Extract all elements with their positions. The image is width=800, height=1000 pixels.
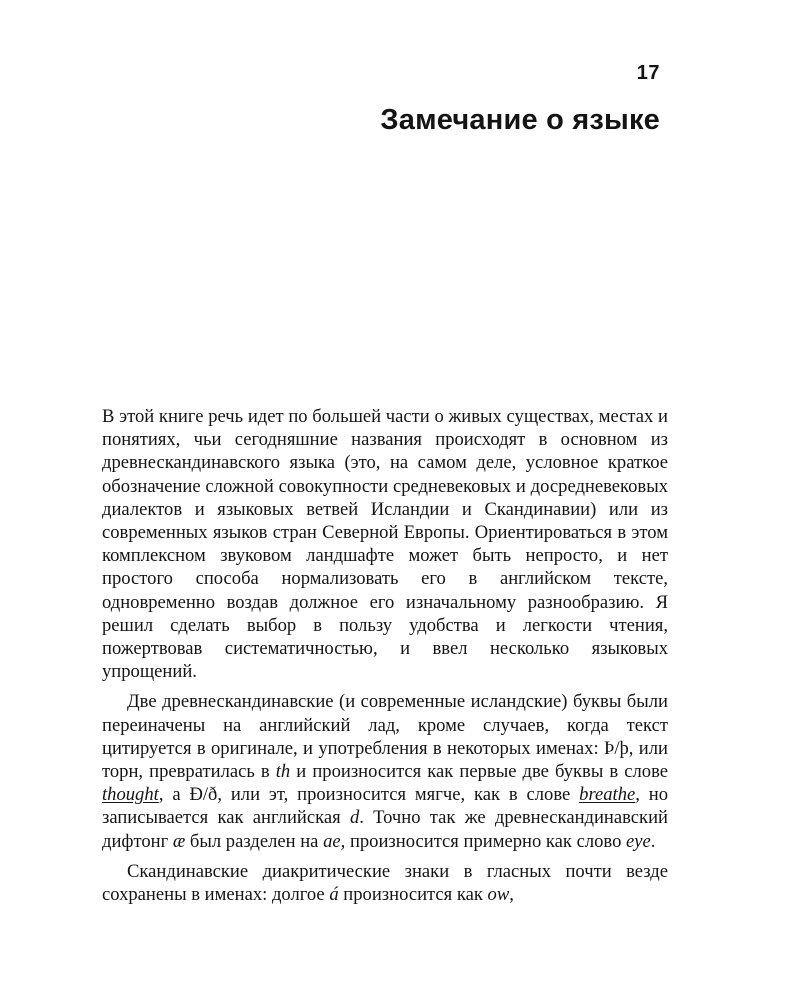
- paragraph-3: [102, 860, 668, 906]
- paragraph-2-text: , произносится примерно как слово: [340, 830, 627, 852]
- paragraph-2-text: , а Ð/ð, или эт, произносится мягче, как в слове: [158, 784, 580, 806]
- italic-term: ow: [487, 884, 510, 906]
- paragraph-1: В этой книге речь идет по большей части о живых существах, местах и понятиях, чьи сегодняшние названия происходят в основном из древнескандинавского языка (это, на самом деле, условное краткое обозначение сложной совокупности средневековых и досредневековых диалектов и языковых ветвей Исландии и Скандинавии) или из современных языков стран Северной Европы. Ориентироваться в этом комплексном звуковом ландшафте может быть непросто, и нет простого способа нормализовать его в английском тексте, одновременно воздав должное его изначальному разнообразию. Я решил сделать выбор в пользу удобства и легкости чтения, пожертвовав систематичностью, и ввел несколько языковых упрощений.: [102, 406, 668, 683]
- paragraph-2: [102, 690, 668, 852]
- paragraph-2-text: .: [650, 830, 656, 852]
- paragraph-2-text: и произносится как первые две буквы в слове: [290, 761, 668, 783]
- body-text: [102, 405, 668, 913]
- paragraph-3-text: произносится как: [338, 884, 488, 906]
- italic-term: eye: [626, 830, 651, 852]
- italic-term: æ: [172, 830, 186, 852]
- example-word: thought: [102, 784, 159, 806]
- paragraph-2-text: , но записывается как английская: [102, 784, 669, 829]
- italic-term: á: [329, 884, 339, 906]
- italic-term: th: [275, 761, 291, 783]
- paragraph-2-text: . Точно так же древнескандинавский дифтонг: [102, 807, 668, 852]
- paragraph-3-text: Скандинавские диакритические знаки в гласных почти везде сохранены в именах: долгое: [102, 860, 668, 906]
- example-word: breathe: [579, 784, 636, 806]
- italic-term: ae: [323, 830, 341, 852]
- chapter-title: Замечание о языке: [380, 104, 660, 136]
- page-number: 17: [636, 62, 660, 84]
- paragraph-2-text: был разделен на: [185, 830, 324, 852]
- paragraph-2-text: Две древнескандинавские (и современные исландские) буквы были переиначены на английский лад, кроме случаев, когда текст цитируется в оригинале, и употребления в некоторых именах: Þ/þ, или торн, превратилась в: [102, 691, 668, 783]
- paragraph-3-text: ,: [509, 884, 514, 906]
- italic-term: d: [349, 807, 360, 829]
